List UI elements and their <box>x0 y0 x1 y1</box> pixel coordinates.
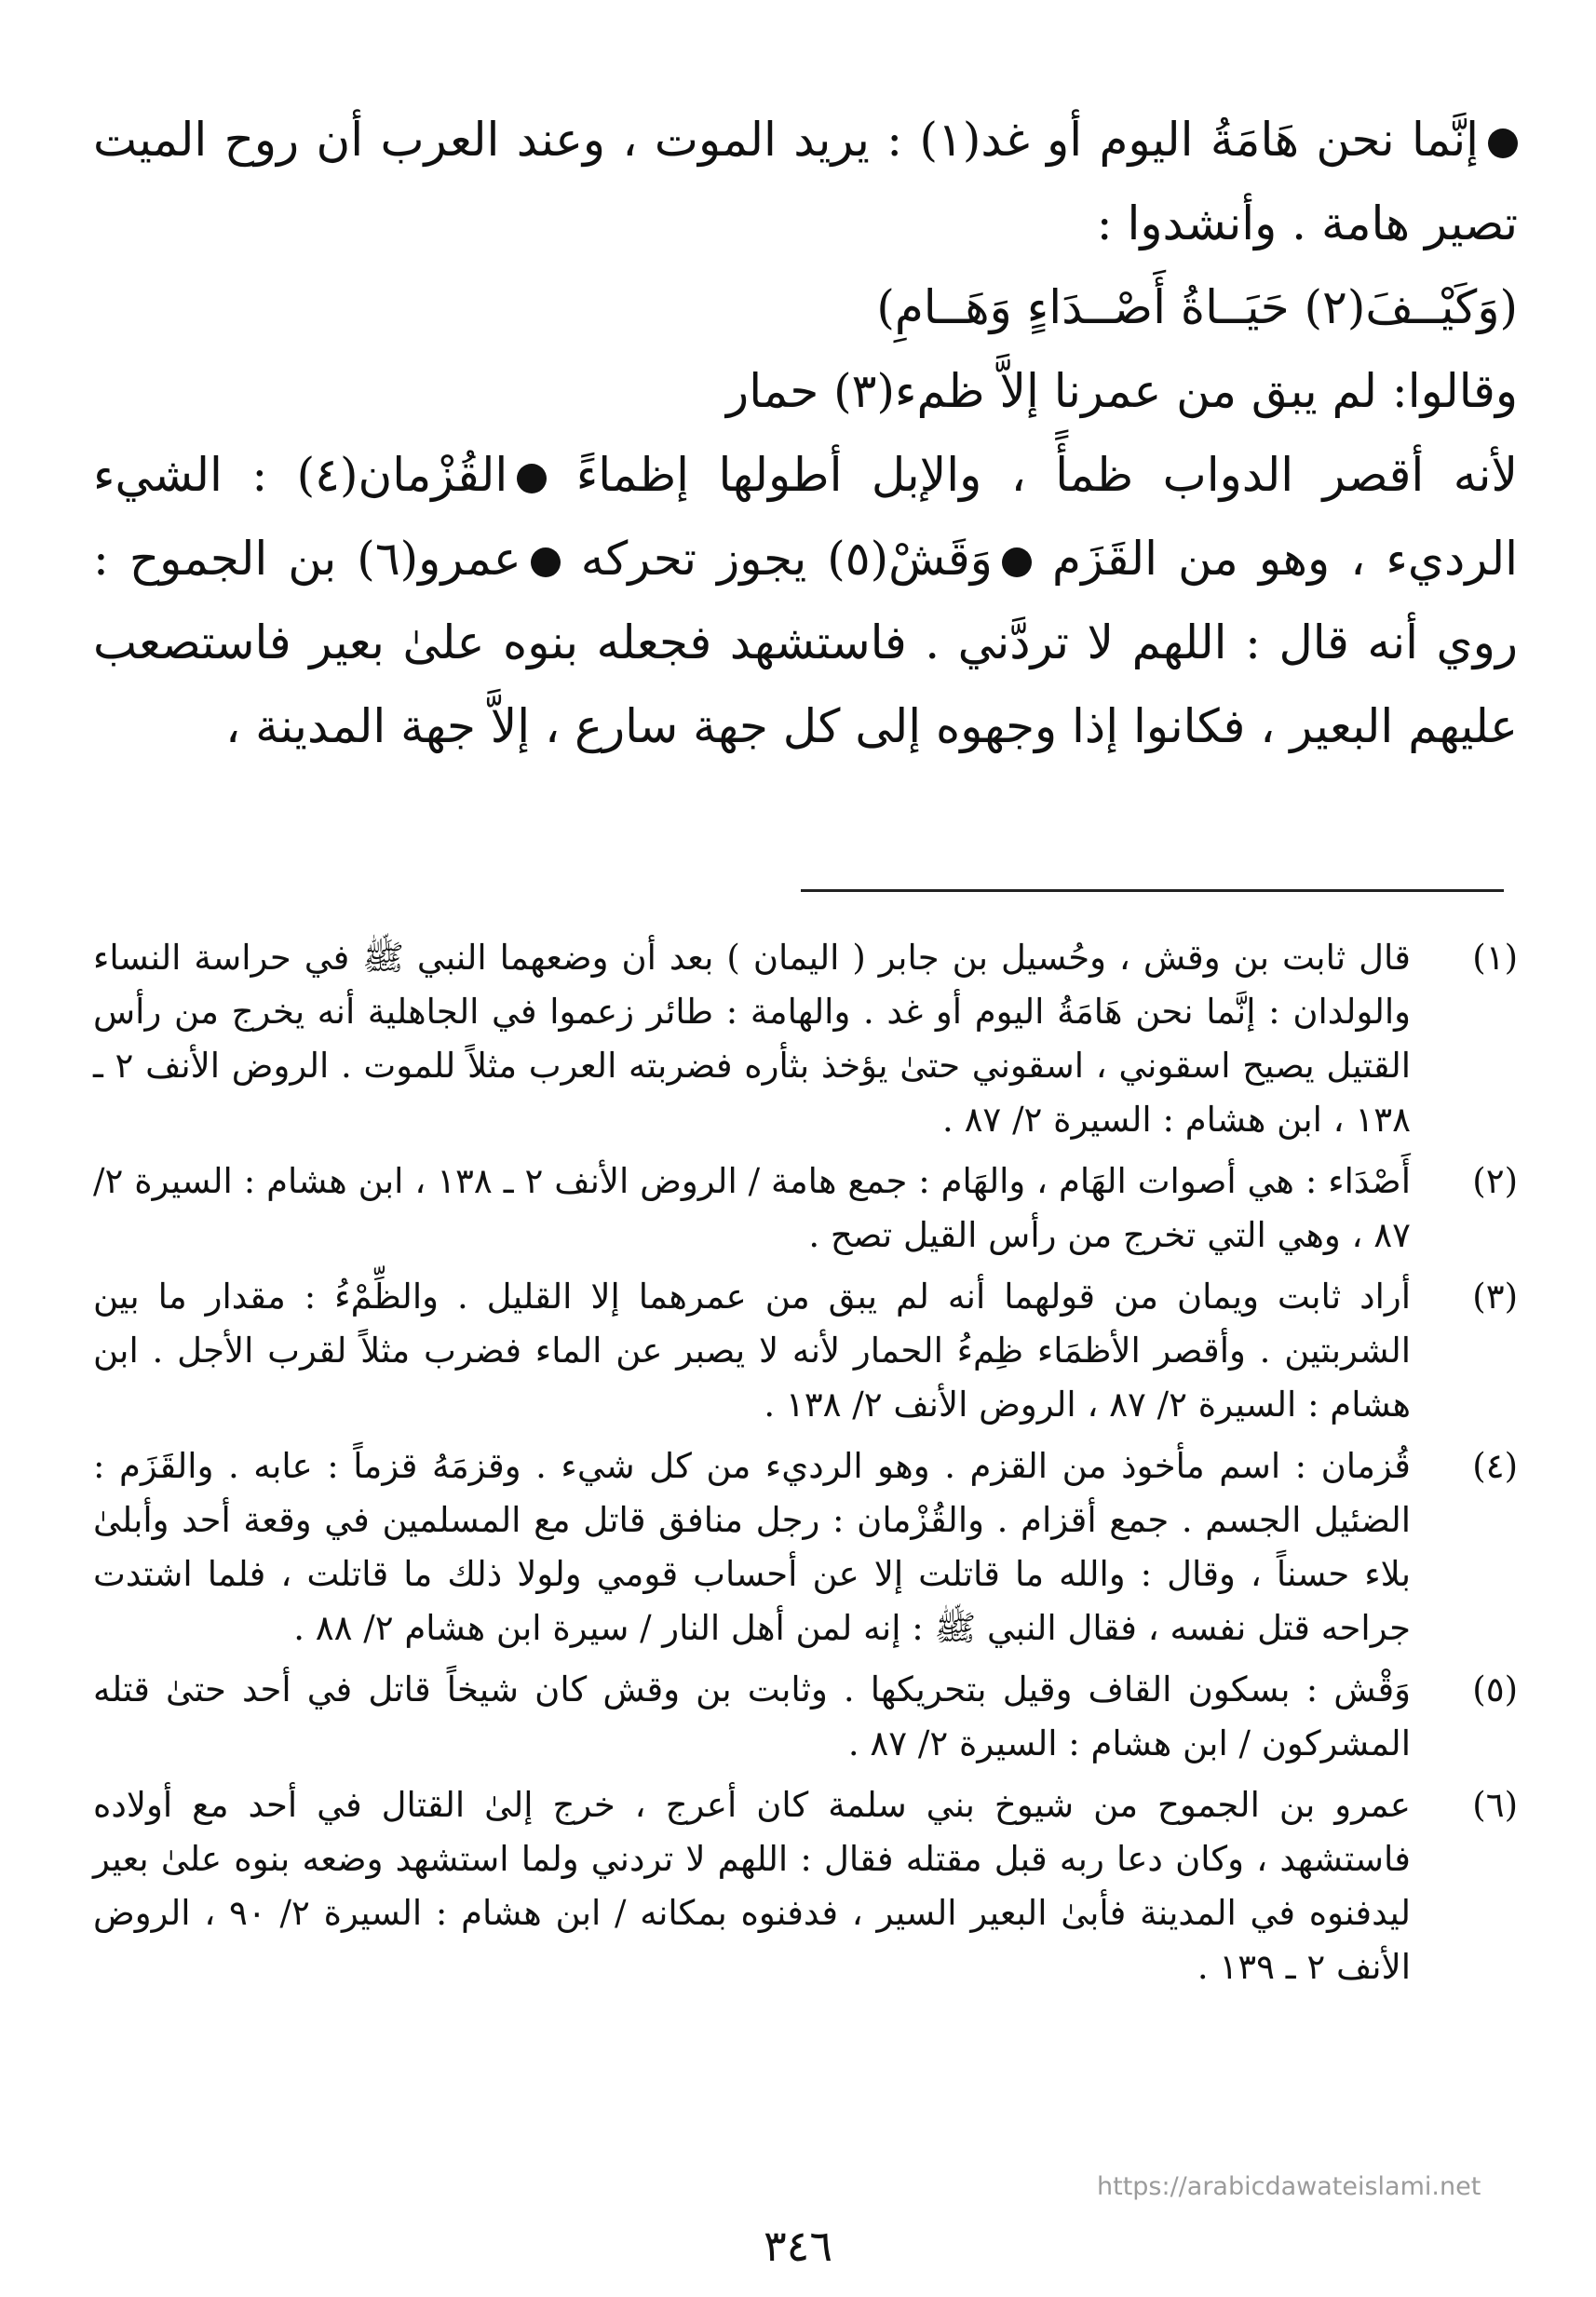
footnotes <box>93 931 1518 2002</box>
paragraph-3: لأنه أقصر الدواب ظمأً ، والإبل أطولها إظماءً القُزْمان(٤) : الشيء الرديء ، وهو من القَزَم وَقَشْ(٥) يجوز تحركه عمرو(٦) بن الجموح : روي أنه قال : اللهم لا تردَّني . فاستشهد فجعله بنوه علىٰ بعير فاستصعب عليهم البعير ، فكانوا إذا وجهوه إلى كل جهة سارع ، إلاَّ جهة المدينة ، <box>93 448 1518 753</box>
footnote-text: عمرو بن الجموح من شيوخ بني سلمة كان أعرج ، خرج إلىٰ القتال في أحد مع أولاده فاستشهد ، وكان دعا ربه قبل مقتله فقال : اللهم لا تردني ولما استشهد وضعه بنوه علىٰ بعير ليدفنوه في المدينة فأبىٰ البعير السير ، فدفنوه بمكانه / ابن هشام : السيرة ٢/ ٩٠ ، الروض الأنف ٢ ـ ١٣٩ . <box>93 1785 1411 1987</box>
bullet-icon <box>1002 547 1032 577</box>
page-number: ٣٤٦ <box>763 2221 833 2271</box>
bullet-icon <box>1488 128 1518 158</box>
footnote <box>93 1270 1518 1432</box>
watermark-url: https://arabicdawateislami.net <box>1097 2172 1481 2201</box>
footnote-number: (٦) <box>1472 1785 1518 1825</box>
verse-line: (وَكَيْــفَ(٢) حَيَــاةُ أَصْــدَاءٍ وَهَــامِ) <box>876 280 1518 334</box>
footnote-divider <box>801 889 1504 892</box>
paragraph-2: وقالوا: لم يبق من عمرنا إلاَّ ظمء(٣) حمار <box>726 364 1518 418</box>
footnote-number: (٥) <box>1472 1669 1518 1709</box>
footnote-text: قُزمان : اسم مأخوذ من القزم . وهو الرديء من كل شيء . وقزمَهُ قزماً : عابه . والقَزَم : الضئيل الجسم . جمع أقزام . والقُزْمان : رجل منافق قاتل مع المسلمين في وقعة أحد وأبلىٰ بلاء حسناً ، وقال : والله ما قاتلت إلا عن أحساب قومي ولولا ذلك ما قاتلت ، فلما اشتدت جراحه قتل نفسه ، فقال النبي ﷺ : إنه لمن أهل النار / سيرة ابن هشام ٢/ ٨٨ . <box>93 1446 1411 1648</box>
footnote-text: وَقْش : بسكون القاف وقيل بتحريكها . وثابت بن وقش كان شيخاً قاتل في أحد حتىٰ قتله المشركون / ابن هشام : السيرة ٢/ ٨٧ . <box>93 1669 1411 1763</box>
footnote <box>93 931 1518 1147</box>
main-text <box>93 98 1518 768</box>
footnote-number: (٤) <box>1472 1446 1518 1486</box>
bullet-icon <box>531 547 561 577</box>
footnote <box>93 1155 1518 1263</box>
bullet-icon <box>517 464 547 493</box>
footnote-text: أَصْدَاء : هي أصوات الهَام ، والهَام : جمع هامة / الروض الأنف ٢ ـ ١٣٨ ، ابن هشام : السيرة ٢/ ٨٧ ، وهي التي تخرج من رأس القيل تصح . <box>93 1161 1411 1255</box>
footnote-text: أراد ثابت ويمان من قولهما أنه لم يبق من عمرهما إلا القليل . والظِّمْءُ : مقدار ما بين الشربتين . وأقصر الأظمَاء ظِمءُ الحمار لأنه لا يصبر عن الماء فضرب مثلاً لقرب الأجل . ابن هشام : السيرة ٢/ ٨٧ ، الروض الأنف ٢/ ١٣٨ . <box>93 1277 1411 1425</box>
paragraph-1: إنَّما نحن هَامَةُ اليوم أو غد(١) : يريد الموت ، وعند العرب أن روح الميت تصير هامة . وأنشدوا : <box>93 113 1518 250</box>
footnote-text: قال ثابت بن وقش ، وحُسيل بن جابر ( اليمان ) بعد أن وضعهما النبي ﷺ في حراسة النساء والولدان : إنَّما نحن هَامَةُ اليوم أو غد . والهامة : طائر زعموا في الجاهلية أنه يخرج من رأس القتيل يصيح اسقوني ، اسقوني حتىٰ يؤخذ بثأره فضربته العرب مثلاً للموت . الروض الأنف ٢ ـ ١٣٨ ، ابن هشام : السيرة ٢/ ٨٧ . <box>93 938 1411 1140</box>
footnote-number: (٢) <box>1472 1161 1518 1201</box>
footnote <box>93 1778 1518 1994</box>
footnote-number: (١) <box>1472 938 1518 978</box>
footnote-number: (٣) <box>1472 1277 1518 1317</box>
footnote <box>93 1439 1518 1655</box>
poem-verse <box>93 265 1518 349</box>
footnote <box>93 1663 1518 1771</box>
